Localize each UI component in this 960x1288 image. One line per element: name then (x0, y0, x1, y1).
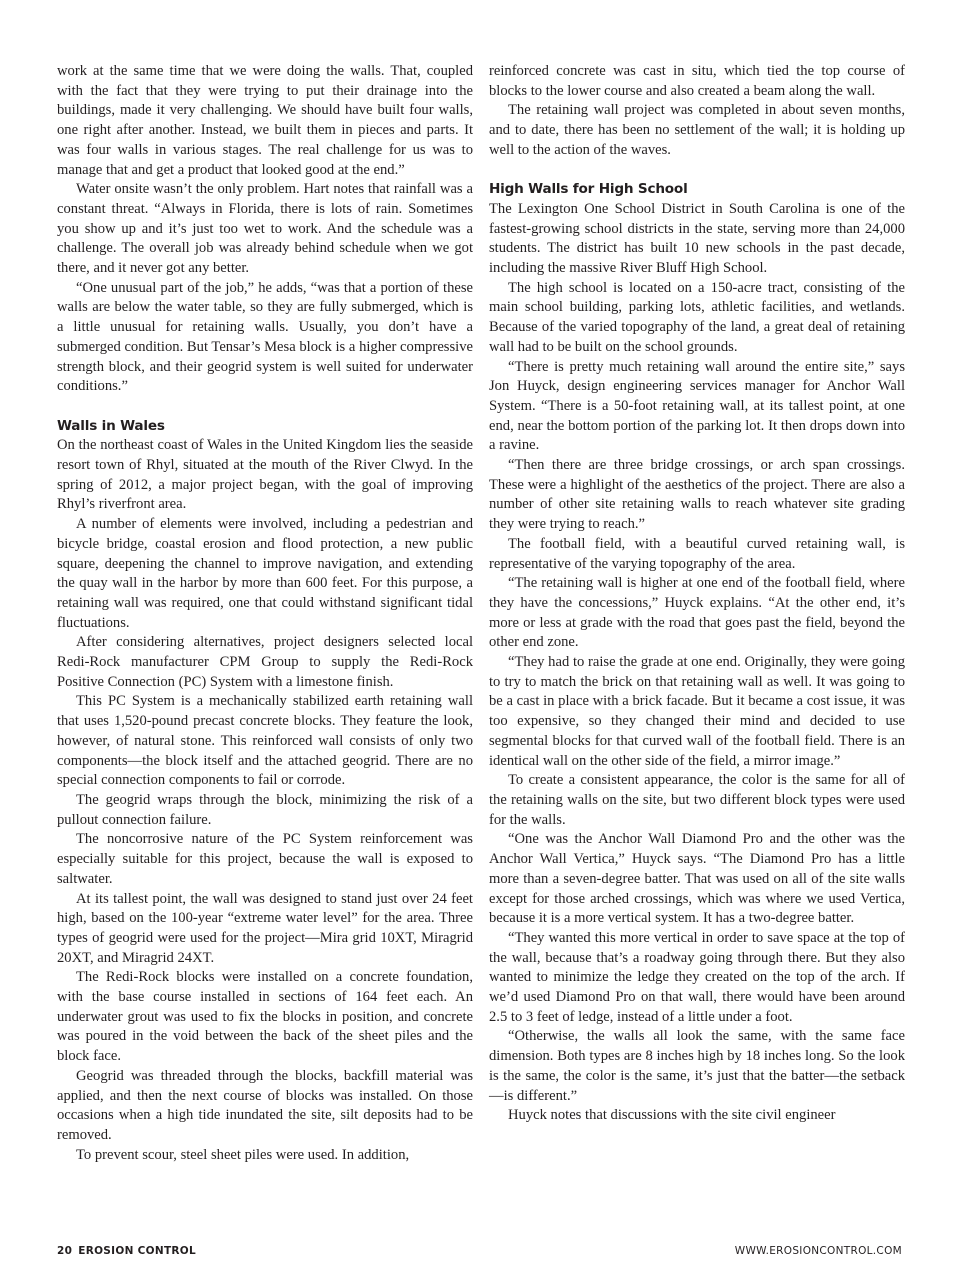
publication-name: EROSION CONTROL (78, 1245, 197, 1257)
paragraph: The geogrid wraps through the block, minimizing the risk of a pullout connection failure. (57, 792, 473, 828)
paragraph: The high school is located on a 150-acre tract, consisting of the main school building, parking lots, athletic facilities, and wetlands. Because of the varied topography of the land, a great deal of retaining wall had to be built on the school grounds. (489, 279, 905, 355)
section-spacer (57, 397, 473, 417)
paragraph: Huyck notes that discussions with the site civil engineer (508, 1107, 836, 1124)
paragraph: To create a consistent appearance, the color is the same for all of the retaining walls on the site, but two different block types were used for the walls. (489, 772, 905, 828)
paragraph: A number of elements were involved, including a pedestrian and bicycle bridge, coastal erosion and flood protection, a new public square, deepening the channel to improve navigation, and extending the quay wall in the harbor by more than 600 feet. For this purpose, a retaining wall was required, one that could withstand significant tidal fluctuations. (57, 516, 473, 631)
left-column (57, 62, 473, 1165)
paragraph: “They wanted this more vertical in order to save space at the top of the wall, because that’s a roadway going through there. But they also wanted to minimize the ledge they created on the top of the arch. If we’d used Diamond Pro on that wall, there would have been around 2.5 to 3 feet of ledge, instead of a little under a foot. (489, 929, 905, 1025)
paragraph: Water onsite wasn’t the only problem. Hart notes that rainfall was a constant threat. “Always in Florida, there is lots of rain. Sometimes you show up and it’s just too wet to work. And the schedule was a challenge. The overall job was already behind schedule when we got there, and it never got any better. (57, 181, 473, 277)
paragraph: After considering alternatives, project designers selected local Redi-Rock manufacturer CPM Group to supply the Redi-Rock Positive Connection (PC) System with a limestone finish. (57, 634, 473, 690)
paragraph: “The retaining wall is higher at one end of the football field, where they have the concessions,” Huyck explains. “At the other end, it’s more or less at grade with the road that goes past the field, beyond the other end zone. (489, 575, 905, 651)
paragraph: “Then there are three bridge crossings, or arch span crossings. These were a highlight of the aesthetics of the project. There are also a number of other site retaining walls to reach whatever site grading they were trying to reach.” (489, 457, 905, 533)
section-heading-walls-in-wales: Walls in Wales (57, 417, 165, 434)
paragraph: “They had to raise the grade at one end. Originally, they were going to try to match the brick on that retaining wall as well. It was going to be a cast in place with a brick facade. But it became a cost issue, it was too expensive, so they changed their mind and decided to use segmental blocks for that curved wall of the football field. There is an identical wall on the other side of the field, a mirror image.” (489, 654, 905, 769)
paragraph: Geogrid was threaded through the blocks, backfill material was applied, and then the next course of blocks was installed. On those occasions when a high tide inundated the site, silt deposits had to be removed. (57, 1067, 473, 1143)
paragraph: At its tallest point, the wall was designed to stand just over 24 feet high, based on the 100-year “extreme water level” for the area. Three types of geogrid were used for the project—Mira grid 10XT, Miragrid 20XT, and Miragrid 24XT. (57, 890, 473, 966)
paragraph: On the northeast coast of Wales in the United Kingdom lies the seaside resort town of Rhyl, situated at the mouth of the River Clwyd. In the spring of 2012, a major project began, with the goal of improving Rhyl’s riverfront area. (57, 437, 473, 513)
paragraph: To prevent scour, steel sheet piles were used. In addition, (76, 1146, 410, 1163)
page-number: 20 (57, 1245, 73, 1257)
paragraph: “Otherwise, the walls all look the same, with the same face dimension. Both types are 8 inches high by 18 inches long. So the look is the same, the color is the same, it’s just that the batter—the setback—is different.” (489, 1028, 905, 1104)
website-url: WWW.EROSIONCONTROL.COM (734, 1245, 902, 1257)
section-spacer (489, 161, 905, 181)
paragraph: reinforced concrete was cast in situ, which tied the top course of blocks to the lower course and also created a beam along the wall. (489, 63, 905, 99)
paragraph: The Lexington One School District in South Carolina is one of the fastest-growing school districts in the state, serving more than 24,000 students. The district has built 10 new schools in the past decade, including the massive River Bluff High School. (489, 200, 905, 277)
paragraph: The football field, with a beautiful curved retaining wall, is representative of the varying topography of the area. (489, 535, 905, 572)
paragraph: “One unusual part of the job,” he adds, “was that a portion of these walls are below the water table, so they are fully submerged, which is a little unusual for retaining walls. Usually, you don’t have a submerged condition. But Tensar’s Mesa block is a higher compressive strength block, and their geogrid system is well suited for underwater conditions.” (57, 279, 473, 395)
paragraph: This PC System is a mechanically stabilized earth retaining wall that uses 1,520-pound precast concrete blocks. They feature the look, however, of natural stone. This reinforced wall consists of only two components—the block itself and the attached geogrid. There are no special connection components to fail or corrode. (57, 693, 473, 789)
paragraph: “There is pretty much retaining wall around the entire site,” says Jon Huyck, design engineering services manager for Anchor Wall System. “There is a 50-foot retaining wall, at its tallest point, at one end, near the bottom portion of the parking lot. It then drops down into a ravine. (489, 358, 905, 454)
section-heading-high-walls-for-high-school: High Walls for High School (489, 181, 688, 198)
paragraph: The Redi-Rock blocks were installed on a concrete foundation, with the base course installed in sections of 164 feet each. An underwater grout was used to fix the blocks in position, and concrete was poured in the void between the back of the sheet piles and the block face. (57, 969, 473, 1065)
paragraph: “One was the Anchor Wall Diamond Pro and the other was the Anchor Wall Vertica,” Huyck says. “The Diamond Pro has a little more than a seven-degree batter. That was used on all of the site walls except for those arched crossings, which was where we used Vertica, because it is a more vertical system. It has a two-degree batter. (489, 831, 905, 927)
paragraph: work at the same time that we were doing the walls. That, coupled with the fact that they were trying to put their drainage into the buildings, made it very challenging. We should have built four walls, one right after another. Instead, we built them in pieces and parts. It was four walls in various stages. The real challenge for us was to manage that and get a product that looked good at the end.” (57, 63, 473, 178)
paragraph: The noncorrosive nature of the PC System reinforcement was especially suitable for this project, because the wall is exposed to saltwater. (57, 831, 473, 887)
page-footer (57, 1245, 902, 1263)
right-column (489, 62, 905, 1126)
folio (57, 1245, 196, 1257)
paragraph: The retaining wall project was completed in about seven months, and to date, there has been no settlement of the wall; it is holding up well to the action of the waves. (489, 102, 905, 158)
